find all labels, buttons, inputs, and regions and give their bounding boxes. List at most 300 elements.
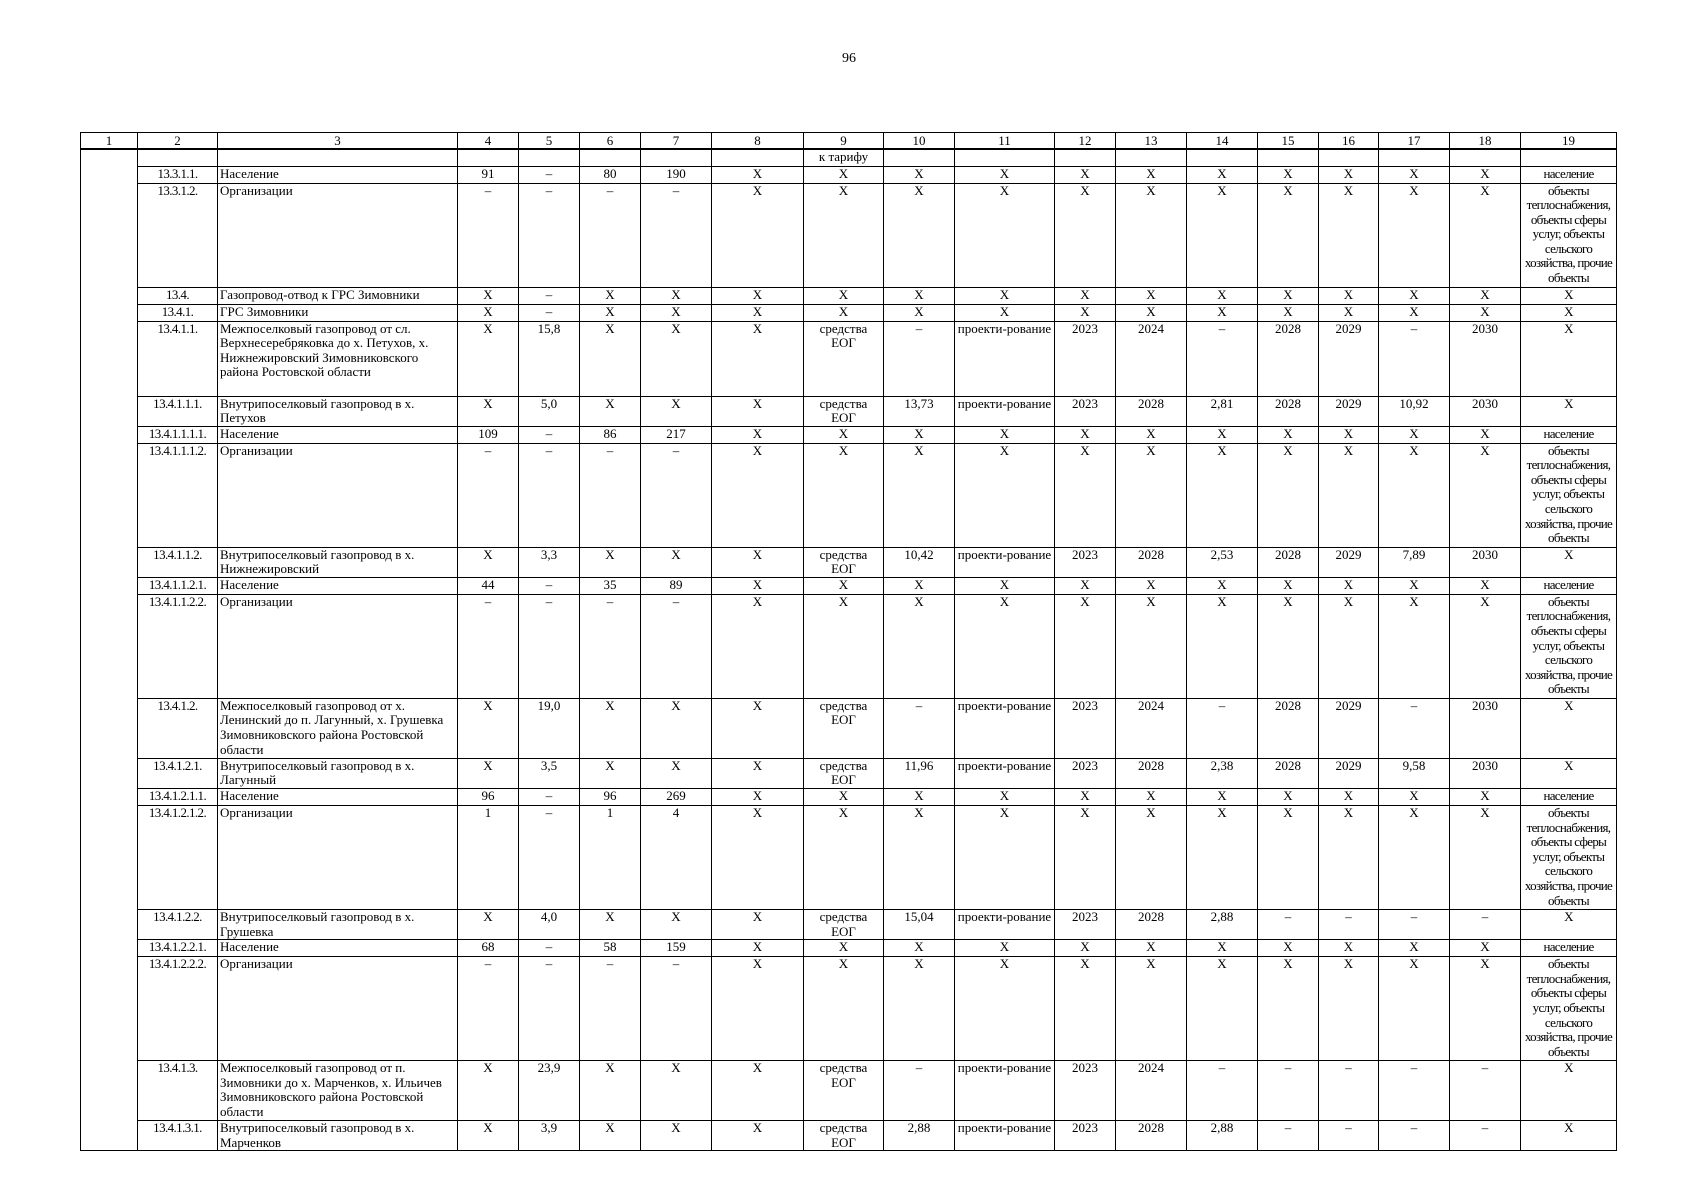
table-cell: X (458, 1121, 519, 1151)
table-cell: 2028 (1116, 758, 1187, 788)
table-cell: X (1258, 806, 1319, 910)
table-cell (1450, 149, 1521, 166)
table-cell: 2030 (1450, 396, 1521, 426)
table-cell: – (458, 594, 519, 698)
column-header: 14 (1187, 133, 1258, 150)
table-row (81, 577, 1617, 594)
table-cell: X (1379, 789, 1450, 806)
table-cell: X (1319, 166, 1379, 183)
table-cell: X (712, 166, 804, 183)
row-number-cell: 13.4.1.1.2.2. (138, 594, 218, 698)
table-cell: X (712, 698, 804, 758)
table-cell: X (884, 594, 955, 698)
table-cell: X (1319, 304, 1379, 321)
table-cell: средства ЕОГ (804, 1061, 884, 1121)
table-cell: 2023 (1055, 396, 1116, 426)
table-cell: X (1187, 789, 1258, 806)
table-cell: X (1258, 577, 1319, 594)
table-cell: – (580, 594, 641, 698)
table-cell: X (1521, 1061, 1617, 1121)
table-cell: 68 (458, 940, 519, 957)
table-cell: X (1450, 577, 1521, 594)
table-row (81, 321, 1617, 396)
table-cell: X (1319, 287, 1379, 304)
table-cell: X (580, 396, 641, 426)
table-cell: 2028 (1258, 758, 1319, 788)
table-cell (712, 149, 804, 166)
table-cell: X (712, 287, 804, 304)
table-cell: X (641, 287, 712, 304)
table-cell: X (1258, 940, 1319, 957)
table-cell: X (1379, 443, 1450, 547)
table-cell: – (1450, 1061, 1521, 1121)
row-name-cell: Межпоселковый газопровод от п. Зимовники до х. Марченков, х. Ильичев Зимовниковского района Ростовской области (218, 1061, 458, 1121)
column-header: 18 (1450, 133, 1521, 150)
table-cell: проекти-рование (955, 321, 1055, 396)
table-cell: 2023 (1055, 1061, 1116, 1121)
table-cell: X (641, 758, 712, 788)
table-cell: 2,88 (1187, 1121, 1258, 1151)
table-cell: X (1521, 910, 1617, 940)
column-header: 7 (641, 133, 712, 150)
table-cell: X (458, 304, 519, 321)
table-cell (1319, 149, 1379, 166)
table-cell: X (1450, 183, 1521, 287)
table-cell: X (1258, 304, 1319, 321)
table-cell: X (580, 1061, 641, 1121)
table-cell: 2,88 (884, 1121, 955, 1151)
table-cell: X (804, 789, 884, 806)
table-cell: X (458, 547, 519, 577)
table-cell: X (712, 183, 804, 287)
table-cell: X (641, 396, 712, 426)
table-cell: X (458, 910, 519, 940)
table-cell: 2023 (1055, 910, 1116, 940)
table-cell: – (519, 426, 580, 443)
table-cell: проекти-рование (955, 1061, 1055, 1121)
table-cell: X (1055, 287, 1116, 304)
table-cell: X (955, 426, 1055, 443)
table-cell: – (884, 698, 955, 758)
table-row (81, 758, 1617, 788)
table-cell: X (1319, 806, 1379, 910)
table-cell: – (1258, 1121, 1319, 1151)
table-cell: население (1521, 789, 1617, 806)
table-cell: X (1521, 304, 1617, 321)
table-cell: – (1450, 1121, 1521, 1151)
row-name-cell: Организации (218, 183, 458, 287)
table-cell: X (1116, 806, 1187, 910)
table-cell (1187, 149, 1258, 166)
table-cell: – (519, 957, 580, 1061)
table-cell: проекти-рование (955, 1121, 1055, 1151)
table-cell: 96 (580, 789, 641, 806)
table-cell: X (884, 789, 955, 806)
table-cell: средства ЕОГ (804, 321, 884, 396)
table-row (81, 183, 1617, 287)
table-cell: X (1258, 183, 1319, 287)
table-cell: объекты теплоснабжения, объекты сферы услуг, объекты сельского хозяйства, прочие объекты (1521, 443, 1617, 547)
table-cell: 2030 (1450, 547, 1521, 577)
table-cell: 1 (580, 806, 641, 910)
table-cell: X (1521, 321, 1617, 396)
table-cell: – (580, 443, 641, 547)
table-cell: X (804, 940, 884, 957)
column-header: 5 (519, 133, 580, 150)
table-cell: X (712, 304, 804, 321)
table-cell: X (1187, 166, 1258, 183)
table-cell: 2023 (1055, 321, 1116, 396)
table-cell: 2029 (1319, 396, 1379, 426)
table-cell: X (1055, 594, 1116, 698)
table-cell: X (1450, 806, 1521, 910)
column-header: 11 (955, 133, 1055, 150)
row-number-cell: 13.4.1.1.2. (138, 547, 218, 577)
table-cell: X (1187, 806, 1258, 910)
table-cell: X (1450, 940, 1521, 957)
column-header: 16 (1319, 133, 1379, 150)
table-cell: X (580, 287, 641, 304)
table-row (81, 1121, 1617, 1151)
table-cell: X (1379, 426, 1450, 443)
table-cell: X (1055, 957, 1116, 1061)
row-name-cell: Население (218, 789, 458, 806)
row-number-cell: 13.4.1.1.1.2. (138, 443, 218, 547)
table-cell: X (1379, 806, 1450, 910)
table-cell: X (1258, 957, 1319, 1061)
table-cell: к тарифу (804, 149, 884, 166)
table-cell: объекты теплоснабжения, объекты сферы услуг, объекты сельского хозяйства, прочие объекты (1521, 594, 1617, 698)
table-cell: 2,38 (1187, 758, 1258, 788)
table-cell: 2,81 (1187, 396, 1258, 426)
table-cell: проекти-рование (955, 396, 1055, 426)
table-cell: X (955, 806, 1055, 910)
table-cell: X (884, 426, 955, 443)
table-cell: проекти-рование (955, 547, 1055, 577)
column-header: 6 (580, 133, 641, 150)
table-cell: 2030 (1450, 321, 1521, 396)
table-cell: – (1258, 910, 1319, 940)
table-row (81, 287, 1617, 304)
row-number-cell: 13.4.1. (138, 304, 218, 321)
table-cell: X (1450, 594, 1521, 698)
column-header: 15 (1258, 133, 1319, 150)
table-cell: 2028 (1116, 1121, 1187, 1151)
table-cell: X (955, 443, 1055, 547)
table-cell: X (1379, 287, 1450, 304)
row-number-cell: 13.3.1.2. (138, 183, 218, 287)
table-cell: X (884, 957, 955, 1061)
row-number-cell: 13.4.1.1.1.1. (138, 426, 218, 443)
table-cell: X (955, 166, 1055, 183)
table-cell: X (1379, 183, 1450, 287)
table-cell: 2023 (1055, 1121, 1116, 1151)
table-cell: X (1319, 183, 1379, 287)
table-cell: X (1055, 304, 1116, 321)
table-cell: X (884, 806, 955, 910)
table-cell: X (884, 166, 955, 183)
row-name-cell: Внутрипоселковый газопровод в х. Марченков (218, 1121, 458, 1151)
row-name-cell: Организации (218, 957, 458, 1061)
table-cell: X (641, 321, 712, 396)
table-cell: – (1450, 910, 1521, 940)
table-cell: X (1319, 957, 1379, 1061)
table-cell: X (712, 806, 804, 910)
table-cell: X (1521, 1121, 1617, 1151)
column-header: 17 (1379, 133, 1450, 150)
table-cell: X (641, 698, 712, 758)
column-header: 19 (1521, 133, 1617, 150)
table-cell: X (1055, 426, 1116, 443)
table-cell: X (1187, 940, 1258, 957)
table-cell: – (1379, 910, 1450, 940)
table-cell: 96 (458, 789, 519, 806)
table-cell (1258, 149, 1319, 166)
row-name-cell: Внутрипоселковый газопровод в х. Лагунный (218, 758, 458, 788)
column-header: 3 (218, 133, 458, 150)
table-cell: X (712, 758, 804, 788)
table-cell: 23,9 (519, 1061, 580, 1121)
table-cell: X (884, 287, 955, 304)
table-row (81, 304, 1617, 321)
table-cell: X (712, 594, 804, 698)
table-cell: X (1379, 577, 1450, 594)
table-cell: X (1379, 957, 1450, 1061)
table-cell (519, 149, 580, 166)
table-cell: X (1116, 957, 1187, 1061)
table-cell: X (1319, 940, 1379, 957)
table-cell: X (1116, 940, 1187, 957)
table-cell: X (1116, 304, 1187, 321)
table-cell: 2028 (1258, 396, 1319, 426)
table-cell: X (804, 957, 884, 1061)
column-header: 4 (458, 133, 519, 150)
table-row (81, 396, 1617, 426)
table-cell: X (955, 287, 1055, 304)
table-cell: X (1187, 594, 1258, 698)
table-row (81, 806, 1617, 910)
table-cell: – (1319, 1121, 1379, 1151)
table-cell: – (1379, 1121, 1450, 1151)
table-cell: – (884, 1061, 955, 1121)
table-cell: X (804, 806, 884, 910)
table-cell: X (1116, 287, 1187, 304)
column-header: 9 (804, 133, 884, 150)
table-row (81, 940, 1617, 957)
table-cell: X (458, 758, 519, 788)
table-cell: 2028 (1116, 910, 1187, 940)
table-row (81, 166, 1617, 183)
table-cell: 2023 (1055, 698, 1116, 758)
table-cell: X (1379, 940, 1450, 957)
table-cell: X (955, 594, 1055, 698)
table-cell: X (712, 789, 804, 806)
table-cell: X (955, 577, 1055, 594)
table-cell: X (641, 1061, 712, 1121)
table-cell: X (712, 940, 804, 957)
column-header: 12 (1055, 133, 1116, 150)
table-cell: – (519, 940, 580, 957)
table-cell: – (519, 594, 580, 698)
table-cell: X (1055, 443, 1116, 547)
table-cell: X (804, 443, 884, 547)
table-cell: 2023 (1055, 547, 1116, 577)
table-cell: 2,88 (1187, 910, 1258, 940)
table-cell: X (1187, 443, 1258, 547)
table-cell: – (1319, 1061, 1379, 1121)
table-cell (884, 149, 955, 166)
column-header: 10 (884, 133, 955, 150)
row-number-cell (138, 149, 218, 166)
table-cell: средства ЕОГ (804, 1121, 884, 1151)
table-cell: средства ЕОГ (804, 758, 884, 788)
table-cell: 86 (580, 426, 641, 443)
column-header: 8 (712, 133, 804, 150)
table-cell: 159 (641, 940, 712, 957)
table-cell (458, 149, 519, 166)
table-cell: X (884, 940, 955, 957)
table-cell: – (458, 183, 519, 287)
column-header: 2 (138, 133, 218, 150)
table-cell: 109 (458, 426, 519, 443)
table-cell: 15,8 (519, 321, 580, 396)
table-cell (955, 149, 1055, 166)
table-cell: X (458, 396, 519, 426)
table-cell: X (1187, 287, 1258, 304)
table-cell: 2029 (1319, 758, 1379, 788)
table-cell: 13,73 (884, 396, 955, 426)
table-cell: – (1187, 698, 1258, 758)
table-cell: X (955, 304, 1055, 321)
table-cell: X (712, 1061, 804, 1121)
table-cell: X (804, 166, 884, 183)
table-cell: 11,96 (884, 758, 955, 788)
table-cell: 91 (458, 166, 519, 183)
table-cell: X (1055, 166, 1116, 183)
row-number-cell: 13.4.1.3. (138, 1061, 218, 1121)
table-cell: X (712, 547, 804, 577)
row-number-cell: 13.4.1.2.2. (138, 910, 218, 940)
table-cell: население (1521, 577, 1617, 594)
table-cell: проекти-рование (955, 910, 1055, 940)
table-header-row (81, 133, 1617, 150)
row-name-cell: Население (218, 166, 458, 183)
table-row (81, 426, 1617, 443)
table-cell: X (1319, 789, 1379, 806)
table-cell: 2023 (1055, 758, 1116, 788)
table-cell: 7,89 (1379, 547, 1450, 577)
table-cell: X (580, 758, 641, 788)
table-cell: 35 (580, 577, 641, 594)
row-number-cell: 13.4.1.2. (138, 698, 218, 758)
table-cell: X (1055, 806, 1116, 910)
table-cell: X (1450, 789, 1521, 806)
row-name-cell (218, 149, 458, 166)
table-cell: – (519, 443, 580, 547)
table-cell: – (458, 957, 519, 1061)
table-cell: X (580, 304, 641, 321)
table-cell: – (1319, 910, 1379, 940)
row-name-cell: Население (218, 940, 458, 957)
table-cell: X (1116, 789, 1187, 806)
table-cell (641, 149, 712, 166)
table-cell: – (580, 183, 641, 287)
table-cell: 3,3 (519, 547, 580, 577)
table-row (81, 547, 1617, 577)
table-cell: средства ЕОГ (804, 547, 884, 577)
table-cell: 217 (641, 426, 712, 443)
table-cell: – (519, 577, 580, 594)
row-number-cell: 13.4.1.2.1.2. (138, 806, 218, 910)
table-cell: X (1379, 304, 1450, 321)
table-cell (1116, 149, 1187, 166)
data-table (80, 132, 1617, 1151)
row-number-cell: 13.4.1.3.1. (138, 1121, 218, 1151)
row-number-cell: 13.4.1.1. (138, 321, 218, 396)
table-cell: X (1258, 287, 1319, 304)
table-cell: – (1187, 1061, 1258, 1121)
table-cell: – (1379, 1061, 1450, 1121)
table-cell: – (1379, 321, 1450, 396)
table-cell: – (641, 183, 712, 287)
table-cell: X (458, 287, 519, 304)
table-cell: 44 (458, 577, 519, 594)
table-cell: 15,04 (884, 910, 955, 940)
table-cell: 2028 (1258, 321, 1319, 396)
row-name-cell: Организации (218, 443, 458, 547)
row-name-cell: Население (218, 426, 458, 443)
row-number-cell: 13.4.1.2.2.1. (138, 940, 218, 957)
table-cell: X (1116, 443, 1187, 547)
table-cell: X (1258, 789, 1319, 806)
table-cell: X (1187, 183, 1258, 287)
table-cell: X (955, 957, 1055, 1061)
table-cell: X (1258, 166, 1319, 183)
table-cell: 19,0 (519, 698, 580, 758)
table-cell: X (712, 321, 804, 396)
table-cell: 58 (580, 940, 641, 957)
table-cell: X (1319, 594, 1379, 698)
table-cell: 4 (641, 806, 712, 910)
row-name-cell: Межпоселковый газопровод от сл. Верхнесеребряковка до х. Петухов, х. Нижнежировский Зимовниковского района Ростовской области (218, 321, 458, 396)
row-number-cell: 13.3.1.1. (138, 166, 218, 183)
table-cell: 269 (641, 789, 712, 806)
table-cell: – (641, 594, 712, 698)
table-cell: X (1116, 577, 1187, 594)
table-cell: средства ЕОГ (804, 910, 884, 940)
table-cell: 2024 (1116, 698, 1187, 758)
table-cell: X (955, 789, 1055, 806)
table-cell: X (712, 957, 804, 1061)
table-cell (1055, 149, 1116, 166)
table-cell: X (1521, 698, 1617, 758)
table-cell: X (712, 426, 804, 443)
table-cell: 2028 (1258, 698, 1319, 758)
empty-first-column-cell (81, 149, 138, 1151)
table-row (81, 1061, 1617, 1121)
row-name-cell: Внутрипоселковый газопровод в х. Нижнежировский (218, 547, 458, 577)
table-cell: X (1450, 166, 1521, 183)
table-cell: X (1187, 304, 1258, 321)
table-cell: – (519, 806, 580, 910)
table-cell: – (1187, 321, 1258, 396)
table-cell: проекти-рование (955, 698, 1055, 758)
table-cell: 2030 (1450, 758, 1521, 788)
row-name-cell: Внутрипоселковый газопровод в х. Грушевка (218, 910, 458, 940)
table-cell: 190 (641, 166, 712, 183)
table-cell: X (1258, 594, 1319, 698)
table-cell: X (955, 183, 1055, 287)
